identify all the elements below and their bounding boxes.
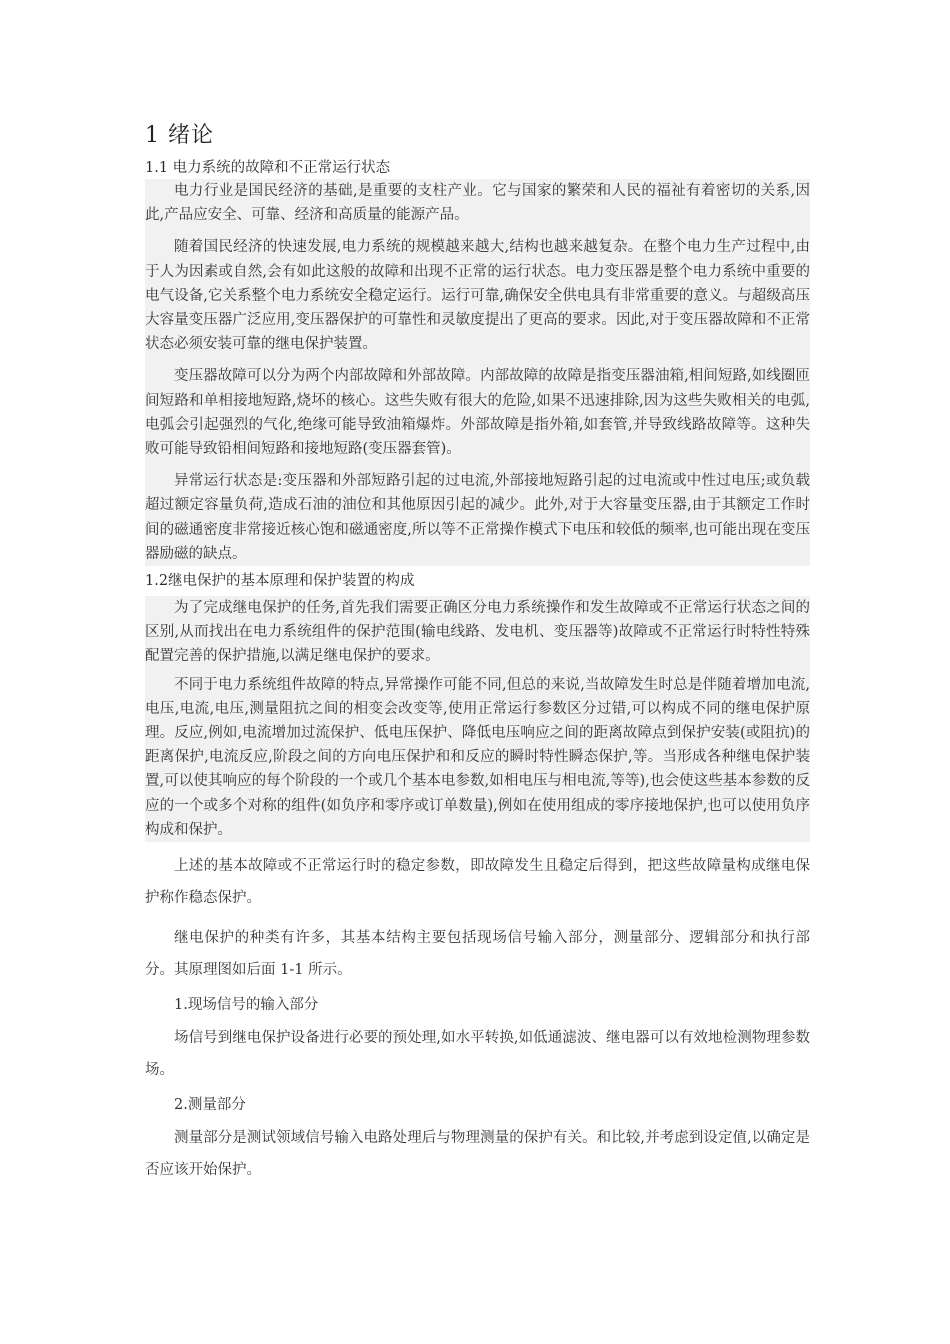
section-heading-1-1: 1.1 电力系统的故障和不正常运行状态 <box>145 160 391 176</box>
paragraph-8: 继电保护的种类有许多，其基本结构主要包括现场信号输入部分，测量部分、逻辑部分和执行部分。其原理图如后面 1-1 所示。 <box>145 930 810 979</box>
paragraph-4: 异常运行状态是:变压器和外部短路引起的过电流,外部接地短路引起的过电流或中性过电压;或负载超过额定容量负荷,造成石油的油位和其他原因引起的减少。此外,对于大容量变压器,由于其额定工作时间的磁通密度非常接近核心饱和磁通密度,所以等不正常操作模式下电压和较低的频率,也可能出现在变压器励磁的缺点。 <box>145 473 810 562</box>
paragraph-7: 上述的基本故障或不正常运行时的稳定参数，即故障发生且稳定后得到，把这些故障量构成继电保护称作稳态保护。 <box>145 858 810 907</box>
paragraph-9: 场信号到继电保护设备进行必要的预处理,如水平转换,如低通滤波、继电器可以有效地检测物理参数场。 <box>145 1030 810 1079</box>
shaded-block-1 <box>145 179 810 566</box>
list-item-2: 2.测量部分 <box>174 1097 246 1114</box>
paragraph-1: 电力行业是国民经济的基础,是重要的支柱产业。它与国家的繁荣和人民的福祉有着密切的关系,因此,产品应安全、可靠、经济和高质量的能源产品。 <box>145 183 810 224</box>
list-item-1: 1.现场信号的输入部分 <box>174 997 319 1014</box>
paragraph-2: 随着国民经济的快速发展,电力系统的规模越来越大,结构也越来越复杂。在整个电力生产过程中,由于人为因素或自然,会有如此这般的故障和出现不正常的运行状态。电力变压器是整个电力系统中重要的电气设备,它关系整个电力系统安全稳定运行。运行可靠,确保安全供电具有非常重要的意义。与超级高压大容量变压器广泛应用,变压器保护的可靠性和灵敏度提出了更高的要求。因此,对于变压器故障和不正常状态必须安装可靠的继电保护装置。 <box>145 239 810 353</box>
section-heading-1-2: 1.2继电保护的基本原理和保护装置的构成 <box>145 573 415 590</box>
paragraph-6: 不同于电力系统组件故障的特点,异常操作可能不同,但总的来说,当故障发生时总是伴随着增加电流,电压,电流,电压,测量阻抗之间的相变会改变等,使用正常运行参数区分过错,可以构成不同的继电保护原理。反应,例如,电流增加过流保护、低电压保护、降低电压响应之间的距离故障点到保护安装(或阻抗)的距离保护,电流反应,阶段之间的方向电压保护和和反应的瞬时特性瞬态保护,等。当形成各种继电保护装置,可以使其响应的每个阶段的一个或几个基本电参数,如相电压与相电流,等等),也会使这些基本参数的反应的一个或多个对称的组件(如负序和零序或订单数量),例如在使用组成的零序接地保护,也可以使用负序构成和保护。 <box>145 676 810 838</box>
shaded-block-2 <box>145 596 810 842</box>
paragraph-10: 测量部分是测试领域信号输入电路处理后与物理测量的保护有关。和比较,并考虑到设定值,以确定是否应该开始保护。 <box>145 1130 810 1179</box>
paragraph-3: 变压器故障可以分为两个内部故障和外部故障。内部故障的故障是指变压器油箱,相间短路,如线圈匝间短路和单相接地短路,烧坏的核心。这些失败有很大的危险,如果不迅速排除,因为这些失败相关的电弧,电弧会引起强烈的气化,绝缘可能导致油箱爆炸。外部故障是指外箱,如套管,并导致线路故障等。这种失败可能导致铅相间短路和接地短路(变压器套管)。 <box>145 368 810 458</box>
paragraph-5: 为了完成继电保护的任务,首先我们需要正确区分电力系统操作和发生故障或不正常运行状态之间的区别,从而找出在电力系统组件的保护范围(输电线路、发电机、变压器等)故障或不正常运行时特性特殊配置完善的保护措施,以满足继电保护的要求。 <box>145 600 810 665</box>
chapter-title: 1 绪论 <box>145 123 214 148</box>
document-body <box>145 118 810 1186</box>
